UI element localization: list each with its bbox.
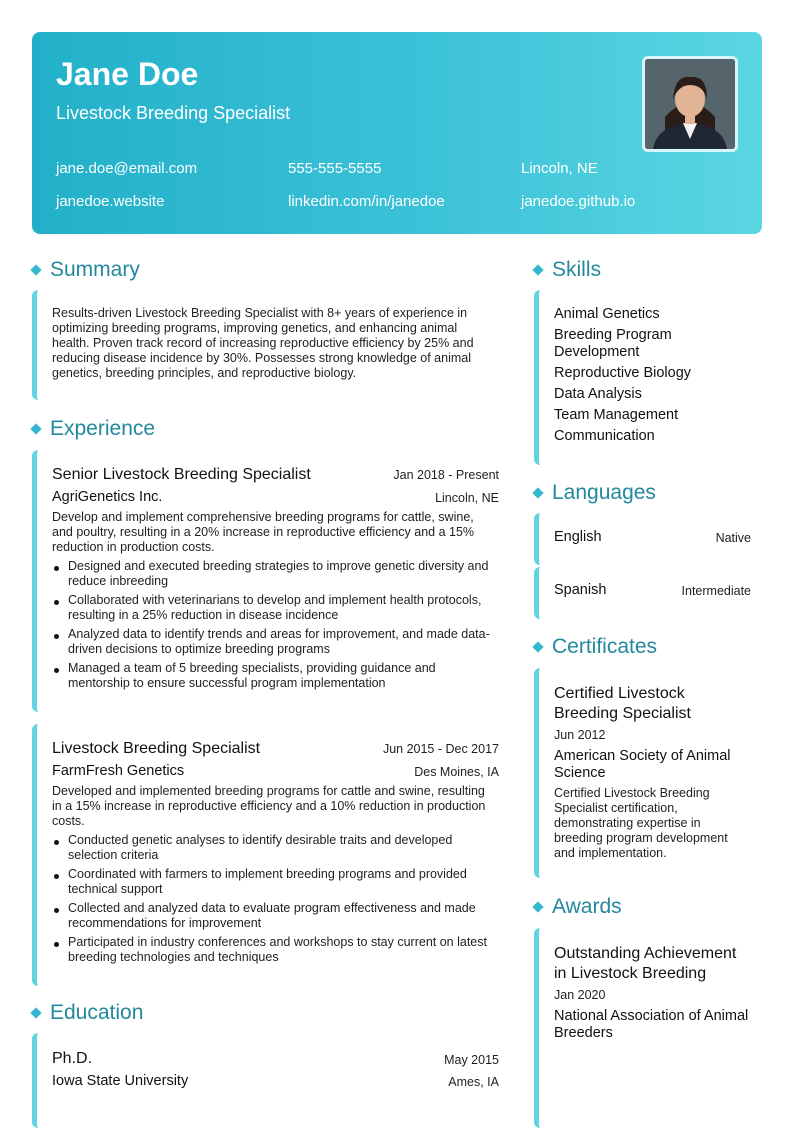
experience-heading: Experience — [32, 417, 155, 441]
award-issuer: National Association of Animal Breeders — [554, 1008, 749, 1041]
certificate-date: Jun 2012 — [554, 728, 606, 742]
job-title: Livestock Breeding Specialist — [52, 740, 261, 757]
job-location: Des Moines, IA — [414, 765, 499, 779]
diamond-bullet-icon — [532, 901, 543, 912]
languages-heading: Languages — [534, 481, 656, 505]
degree: Ph.D. — [52, 1050, 93, 1067]
job-entry — [32, 724, 499, 986]
language-name: Spanish — [554, 582, 607, 598]
job-bullets — [52, 833, 497, 969]
award-name: Outstanding Achievement in Livestock Breeding — [554, 945, 737, 982]
certificate-name: Certified Livestock Breeding Specialist — [554, 685, 691, 722]
language-level: Intermediate — [681, 584, 751, 598]
summary-heading: Summary — [32, 258, 140, 282]
linkedin-link[interactable]: linkedin.com/in/janedoe — [288, 193, 445, 210]
summary-block — [32, 290, 499, 400]
skill-item: Animal Genetics — [554, 306, 660, 322]
language-name: English — [554, 529, 602, 545]
certificates-heading: Certificates — [534, 635, 657, 659]
language-row — [534, 513, 751, 565]
list-item: Collaborated with veterinarians to develop and implement health protocols, resulting in a 25% reduction in disease incidence — [52, 593, 497, 623]
list-item: Managed a team of 5 breeding specialists, providing guidance and mentorship to ensure successful program implementation — [52, 661, 497, 691]
certificate-entry — [534, 668, 751, 878]
list-item: Participated in industry conferences and workshops to stay current on latest breeding technologies and techniques — [52, 935, 497, 965]
language-level: Native — [715, 531, 751, 545]
certificate-issuer: American Society of Animal Science — [554, 748, 731, 781]
education-entry — [32, 1033, 499, 1128]
award-entry — [534, 928, 751, 1128]
list-item: Analyzed data to identify trends and areas for improvement, and made data-driven decisions to optimize breeding programs — [52, 627, 497, 657]
skill-item: Data Analysis — [554, 386, 642, 402]
skills-heading: Skills — [534, 258, 601, 282]
education-heading: Education — [32, 1001, 143, 1025]
website-link[interactable]: janedoe.website — [56, 193, 165, 210]
school-location: Ames, IA — [448, 1075, 499, 1089]
job-location: Lincoln, NE — [435, 491, 499, 505]
skills-block — [534, 290, 751, 465]
awards-heading: Awards — [534, 895, 622, 919]
job-description: Developed and implemented breeding programs for cattle and swine, resulting in a 15% increase in reproductive efficiency and a 10% reduction in production costs. — [52, 784, 486, 828]
candidate-role: Livestock Breeding Specialist — [56, 103, 291, 123]
resume-header — [32, 32, 762, 234]
job-dates: Jan 2018 - Present — [393, 468, 499, 482]
diamond-bullet-icon — [532, 641, 543, 652]
job-description: Develop and implement comprehensive breeding programs for cattle, swine, and poultry, resulting in a 20% increase in reproductive efficiency and a 15% reduction in production costs. — [52, 510, 475, 554]
diamond-bullet-icon — [532, 264, 543, 275]
job-title: Senior Livestock Breeding Specialist — [52, 466, 311, 483]
job-bullets — [52, 559, 497, 695]
diamond-bullet-icon — [532, 487, 543, 498]
job-company: FarmFresh Genetics — [52, 763, 185, 779]
diamond-bullet-icon — [30, 423, 41, 434]
list-item: Conducted genetic analyses to identify desirable traits and developed selection criteria — [52, 833, 497, 863]
job-dates: Jun 2015 - Dec 2017 — [382, 742, 499, 756]
skill-item: Team Management — [554, 407, 679, 423]
diamond-bullet-icon — [30, 264, 41, 275]
list-item: Collected and analyzed data to evaluate program effectiveness and made recommendations for improvement — [52, 901, 497, 931]
skill-item: Communication — [554, 428, 655, 444]
job-entry — [32, 450, 499, 712]
job-company: AgriGenetics Inc. — [52, 489, 163, 505]
certificate-description: Certified Livestock Breeding Specialist certification, demonstrating expertise in breeding program development and implementation. — [554, 786, 728, 860]
skill-item: Reproductive Biology — [554, 365, 692, 381]
diamond-bullet-icon — [30, 1007, 41, 1018]
skills-list — [554, 306, 749, 449]
summary-text: Results-driven Livestock Breeding Specialist with 8+ years of experience in optimizing breeding programs, improving genetics, and enhancing animal health. Proven track record of increasing reproductive efficiency by 25% and reducing disease incidence by 30%. Possesses strong knowledge of animal genetics, breeding principles, and reproductive biology. — [52, 306, 474, 380]
list-item: Coordinated with farmers to implement breeding programs and provided technical support — [52, 867, 497, 897]
location-text: Lincoln, NE — [521, 160, 598, 177]
skill-item: Breeding Program Development — [554, 327, 672, 360]
github-link[interactable]: janedoe.github.io — [521, 193, 636, 210]
list-item: Designed and executed breeding strategies to improve genetic diversity and reduce inbreeding — [52, 559, 497, 589]
school-name: Iowa State University — [52, 1073, 189, 1089]
graduation-date: May 2015 — [444, 1053, 499, 1067]
email-link[interactable]: jane.doe@email.com — [56, 160, 198, 177]
phone-number[interactable]: 555-555-5555 — [288, 160, 382, 177]
candidate-name: Jane Doe — [56, 56, 199, 92]
profile-photo — [642, 56, 738, 152]
language-row — [534, 567, 751, 619]
award-date: Jan 2020 — [554, 988, 606, 1002]
person-portrait-icon — [645, 59, 735, 149]
